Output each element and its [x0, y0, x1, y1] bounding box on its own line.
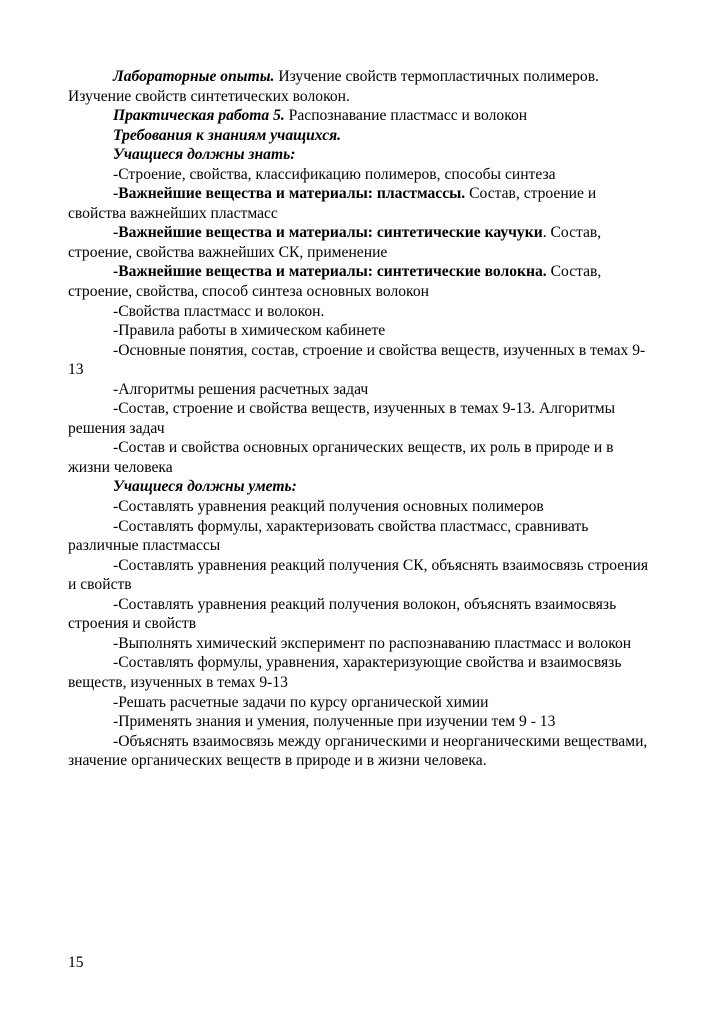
list-item: [68, 223, 654, 262]
paragraph-lead: -Важнейшие вещества и материалы: синтетические каучуки: [113, 224, 543, 242]
paragraph-text: -Применять знания и умения, полученные при изучении тем 9 - 13: [113, 713, 556, 731]
list-item: [68, 399, 654, 438]
paragraph-text: -Составлять уравнения реакций получения СК, объяснять взаимосвязь строения и свойств: [68, 556, 649, 594]
list-item: [68, 262, 654, 301]
list-item: [68, 595, 654, 634]
list-item: [68, 341, 654, 380]
paragraph-text: Распознавание пластмасс и волокон: [284, 107, 528, 125]
paragraph-lead: Требования к знаниям учащихся.: [113, 126, 342, 144]
paragraph-lead: Практическая работа 5.: [113, 107, 285, 125]
list-item: [68, 497, 654, 517]
paragraph-lab-experiments: [68, 67, 654, 106]
paragraph-text: -Правила работы в химическом кабинете: [113, 322, 386, 340]
list-item: [68, 321, 654, 341]
paragraph-text: -Состав и свойства основных органических веществ, их роль в природе и в жизни человека: [68, 439, 614, 476]
list-item: [68, 302, 654, 322]
paragraph-text: -Составлять формулы, уравнения, характеризующие свойства и взаимосвязь веществ, изученных в темах 9-13: [68, 654, 622, 691]
paragraph-lead: Лабораторные опыты.: [113, 68, 275, 85]
paragraph-text: -Составлять уравнения реакций получения волокон, объяснять взаимосвязь строения и свойств: [68, 595, 617, 633]
list-item: [68, 712, 654, 732]
paragraph-text: -Свойства пластмасс и волокон.: [113, 302, 325, 320]
paragraph-text: -Строение, свойства, классификацию полимеров, способы синтеза: [113, 165, 556, 183]
paragraph-text: . Состав, строение, свойства важнейших СК, применение: [68, 224, 602, 261]
page-number: 15: [68, 954, 84, 971]
list-item: [68, 438, 654, 477]
list-item: [68, 732, 654, 771]
heading-must-know: [68, 145, 654, 165]
paragraph-lead: Учащиеся должны уметь:: [113, 478, 297, 496]
list-item: [68, 380, 654, 400]
list-item: [68, 634, 654, 654]
paragraph-text: Состав, строение и свойства важнейших пластмасс: [68, 185, 597, 222]
paragraph-practical-work: [68, 106, 654, 126]
list-item: [68, 165, 654, 185]
paragraph-lead: -Важнейшие вещества и материалы: пластмассы.: [113, 185, 466, 203]
heading-requirements: [68, 126, 654, 146]
list-item: [68, 556, 654, 595]
document-body: [68, 67, 654, 771]
heading-must-be-able: [68, 477, 654, 497]
list-item: [68, 517, 654, 556]
list-item: [68, 653, 654, 692]
list-item: [68, 184, 654, 223]
paragraph-text: -Выполнять химический эксперимент по распознаванию пластмасс и волокон: [113, 634, 632, 652]
paragraph-text: -Основные понятия, состав, строение и свойства веществ, изученных в темах 9-13: [68, 341, 646, 379]
list-item: [68, 693, 654, 713]
paragraph-text: -Состав, строение и свойства веществ, изученных в темах 9-13. Алгоритмы решения задач: [68, 400, 616, 437]
paragraph-text: Состав, строение, свойства, способ синтеза основных волокон: [68, 263, 602, 301]
paragraph-text: Изучение свойств термопластичных полимеров. Изучение свойств синтетических волокон.: [68, 68, 599, 105]
paragraph-text: -Составлять формулы, характеризовать свойства пластмасс, сравнивать различные пластмассы: [68, 517, 589, 555]
paragraph-text: -Решать расчетные задачи по курсу органической химии: [113, 693, 489, 711]
paragraph-text: -Составлять уравнения реакций получения основных полимеров: [113, 498, 544, 516]
paragraph-text: -Объяснять взаимосвязь между органическими и неорганическими веществами, значение органических веществ в природе и в жизни человека.: [68, 732, 648, 770]
paragraph-text: -Алгоритмы решения расчетных задач: [113, 380, 369, 398]
paragraph-lead: -Важнейшие вещества и материалы: синтетические волокна.: [113, 263, 547, 281]
paragraph-lead: Учащиеся должны знать:: [113, 146, 296, 164]
